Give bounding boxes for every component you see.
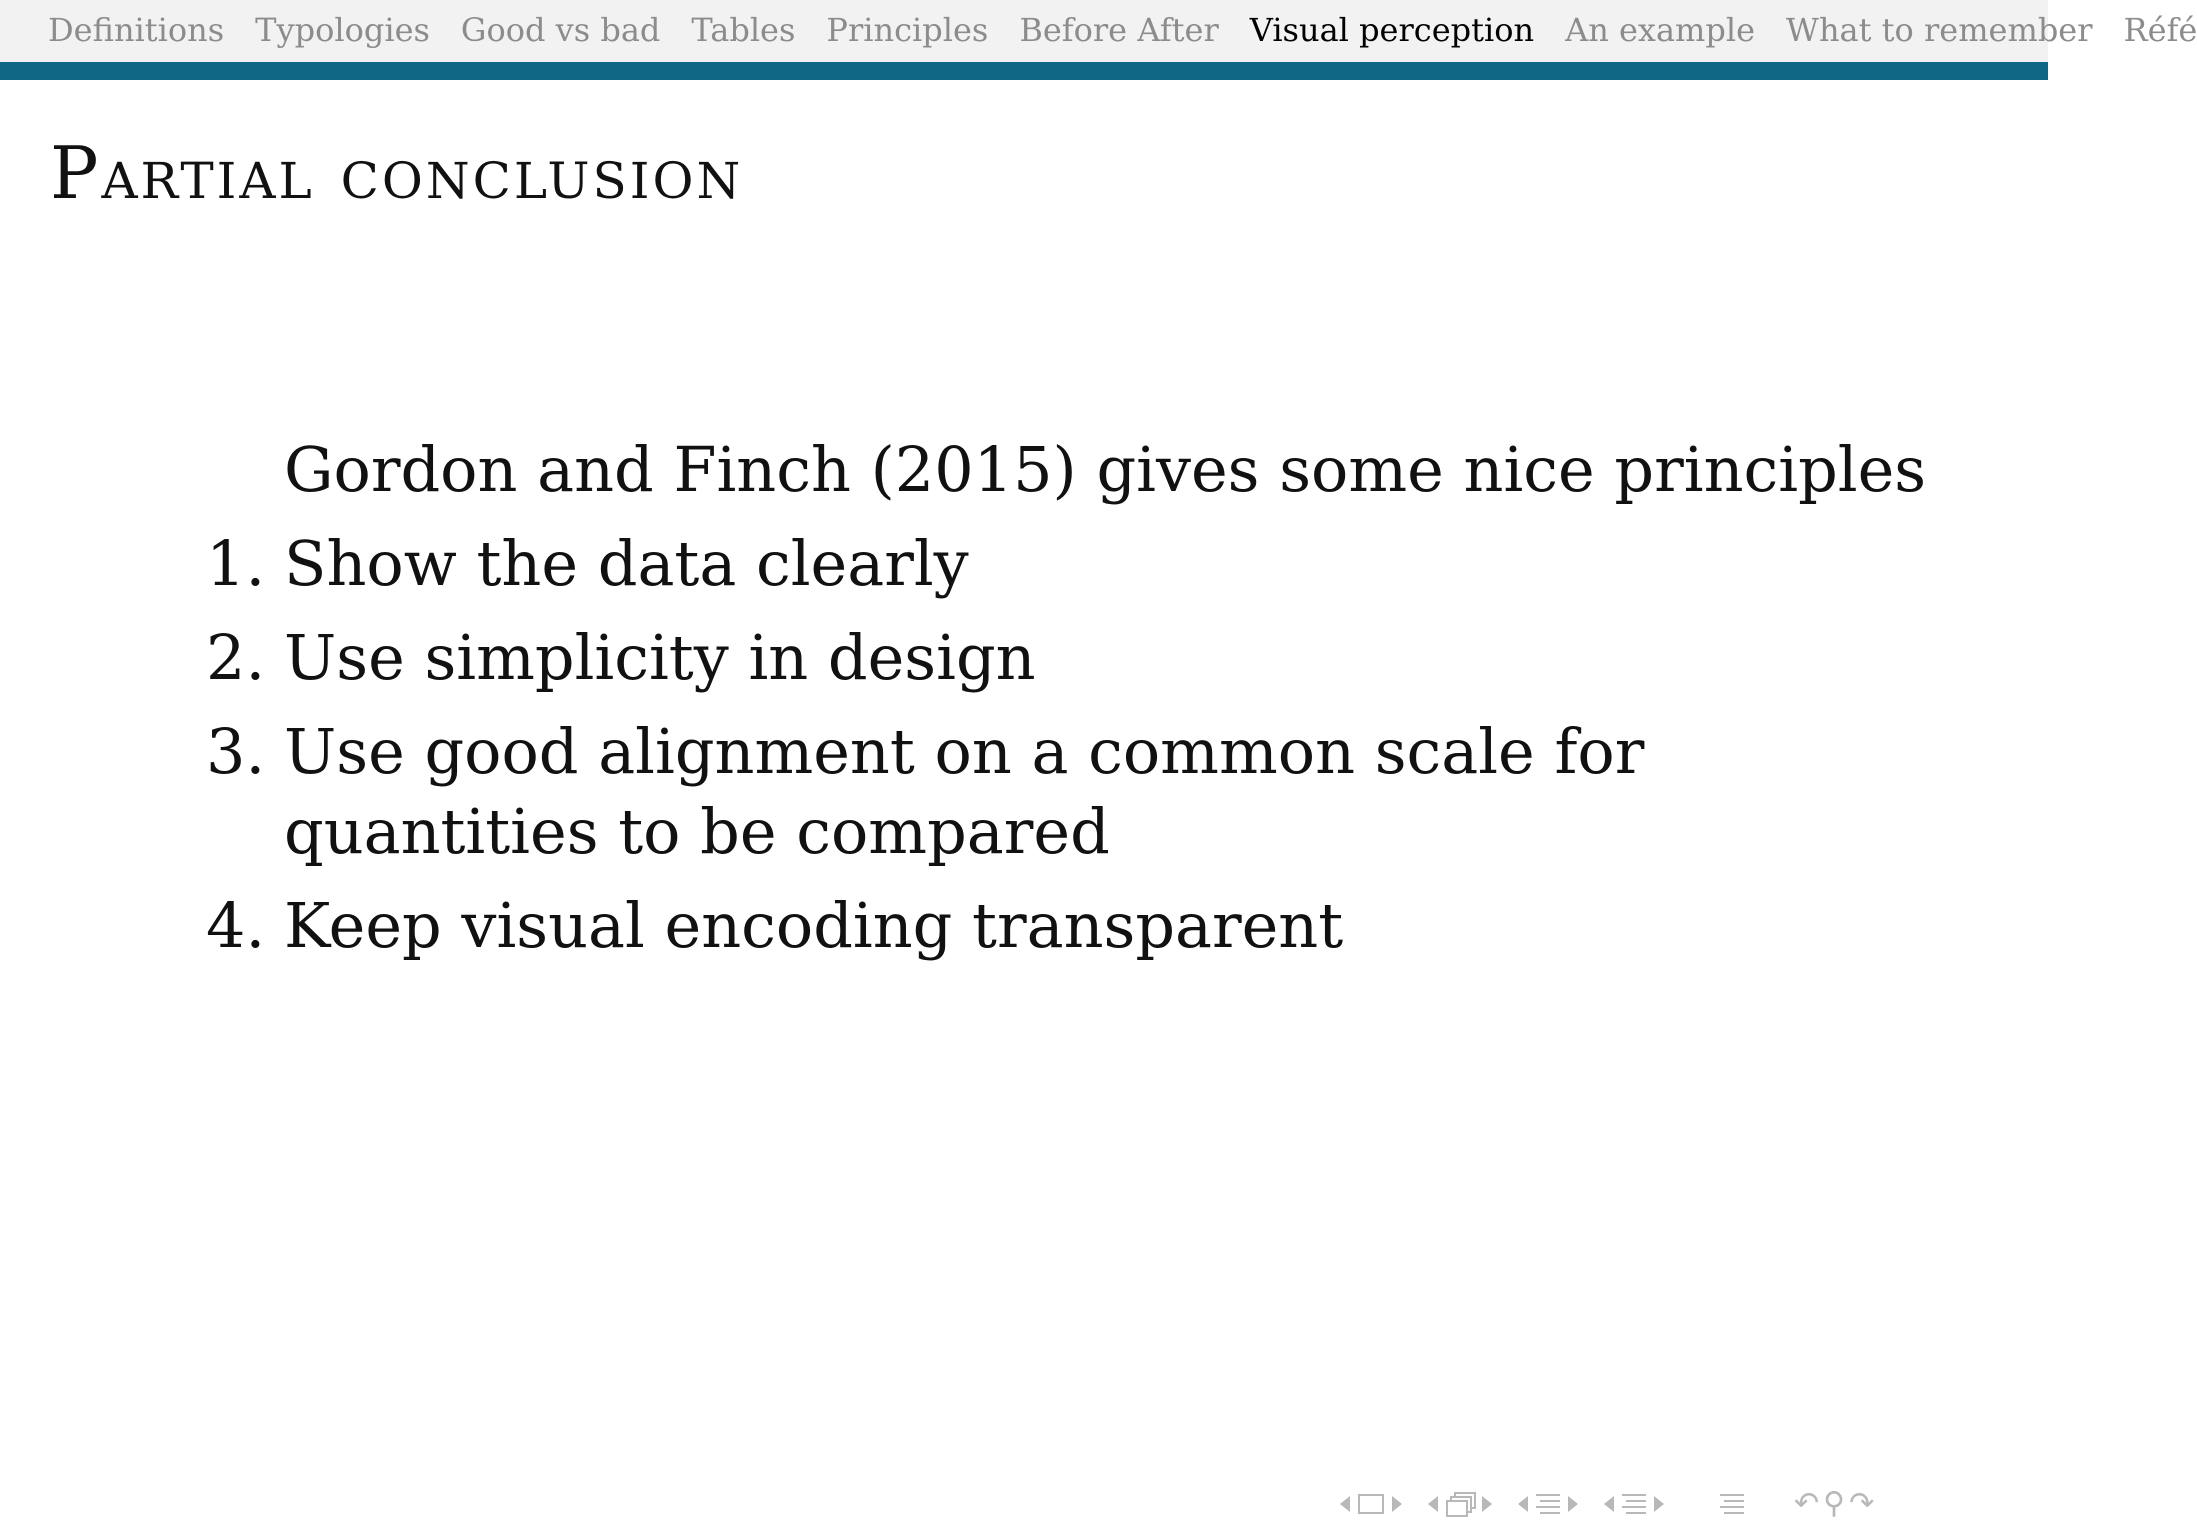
arrow-left-icon[interactable] [1518,1496,1528,1512]
slide-content [206,430,1966,980]
list-item-number: 1. [206,527,266,600]
arrow-right-icon[interactable] [1392,1496,1402,1512]
beamer-navigation-controls [1340,1486,1874,1522]
arrow-right-icon[interactable] [1568,1496,1578,1512]
section-navigation-bar [0,0,2197,62]
list-item-text: Use good alignment on a common scale for quantities to be compared [284,715,1645,868]
search-nav-group [1794,1486,1874,1522]
arrow-left-icon[interactable] [1604,1496,1614,1512]
nav-accent-rule [0,62,2048,80]
document-icon[interactable] [1622,1494,1646,1514]
nav-item-what-to-remember[interactable]: What to remember [1786,11,2093,49]
nav-item-before-after[interactable]: Before After [1019,11,1219,49]
subsection-nav-group [1428,1492,1492,1516]
nav-item-definitions[interactable]: Definitions [48,11,225,49]
document-nav-group [1604,1494,1664,1514]
list-item-text: Use simplicity in design [284,621,1036,694]
section-tabs [48,6,2197,54]
list-item [206,524,1966,604]
nav-item-principles[interactable]: Principles [826,11,989,49]
arrow-left-icon[interactable] [1340,1496,1350,1512]
intro-text: Gordon and Finch (2015) gives some nice principles [284,433,1927,506]
list-item [206,886,1966,966]
list-item [206,712,1966,872]
nav-item-an-example[interactable]: An example [1565,11,1756,49]
search-icon[interactable]: ⚲ [1823,1486,1846,1521]
list-item-number: 2. [206,621,266,694]
arrow-left-icon[interactable] [1428,1496,1438,1512]
nav-item-good-vs-bad[interactable]: Good vs bad [460,11,661,49]
nav-item-typologies[interactable]: Typologies [255,11,430,49]
nav-item-references[interactable]: Réfé [2123,11,2197,49]
list-item-text: Show the data clearly [284,527,969,600]
section-nav-group [1518,1494,1578,1514]
list-item-text: Keep visual encoding transparent [284,889,1344,962]
appendix-icon[interactable] [1720,1494,1744,1514]
slide-title: Partial conclusion [50,131,744,215]
principles-list [206,524,1966,966]
list-item-number: 3. [206,715,266,788]
back-icon[interactable]: ↶ [1794,1486,1820,1521]
list-item [206,618,1966,698]
nav-item-tables[interactable]: Tables [691,11,796,49]
arrow-right-icon[interactable] [1654,1496,1664,1512]
list-item-number: 4. [206,889,266,962]
forward-icon[interactable]: ↷ [1849,1486,1875,1521]
appendix-nav-group [1720,1494,1744,1514]
frame-nav-group [1340,1494,1402,1514]
nav-item-visual-perception[interactable]: Visual perception [1249,11,1535,49]
arrow-right-icon[interactable] [1482,1496,1492,1512]
subsection-icon[interactable] [1446,1492,1474,1516]
section-icon[interactable] [1536,1494,1560,1514]
frame-icon[interactable] [1358,1494,1384,1514]
